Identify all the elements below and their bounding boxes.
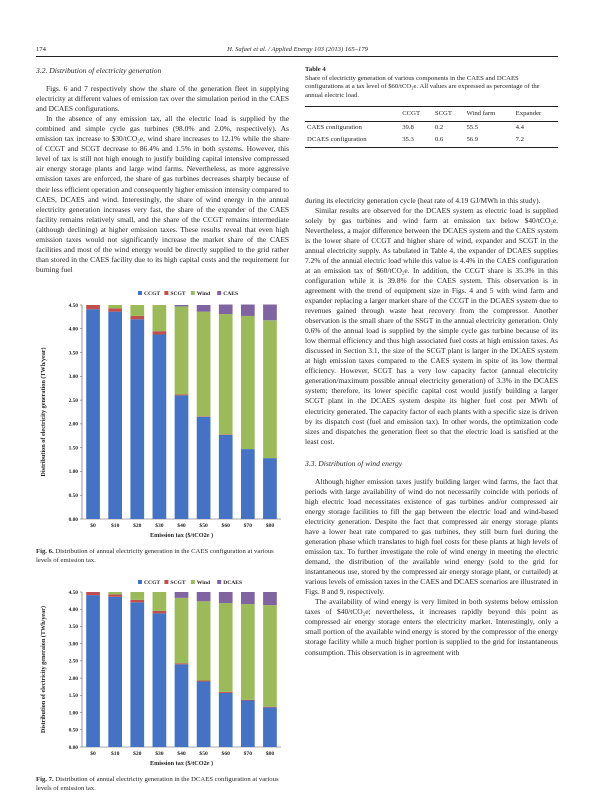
bar-segment [241, 449, 255, 519]
x-axis-label: Emission tax ($/tCO2e ) [149, 760, 214, 768]
bar-segment [153, 305, 167, 331]
y-axis-label: Distribution of electricity generation (TWh/year) [40, 347, 47, 477]
x-tick-label: $50 [199, 751, 208, 758]
bar-segment [175, 598, 189, 663]
legend-label: Wind [196, 290, 211, 297]
bar-segment [153, 334, 167, 519]
y-tick-label: 0.50 [68, 727, 78, 734]
legend-swatch [191, 580, 195, 584]
bar-segment [197, 681, 211, 682]
table-cell: 39.8 [402, 124, 414, 132]
bar-segment [197, 601, 211, 680]
y-tick-label: 1.00 [68, 710, 78, 717]
legend-swatch [164, 291, 168, 295]
table-header-cell: Wind farm [466, 110, 496, 118]
bar-segment [130, 592, 144, 600]
table-row [305, 134, 558, 147]
bar-segment [241, 304, 255, 315]
bar-segment [219, 314, 233, 434]
table-row [305, 122, 558, 135]
bar-segment [108, 595, 122, 597]
y-tick-label: 2.50 [68, 397, 78, 404]
y-tick-label: 3.00 [68, 374, 78, 381]
y-tick-label: 2.50 [68, 658, 78, 665]
paragraph: In the absence of any emission tax, all the electric load is supplied by the combined and simple cycle gas turbines (98.0% and 2.0%, respectively). As emission tax increase to $30/tCO₂e, wind share increases to 12.1% while the share of CCGT and SCGT decrease to 86.4% and 1.5% in both systems. However, this level of tax is still not high enough to justify building capital intensive compressed air energy storage plants and large wind farms. Nevertheless, as more aggressive emission taxes are enforced, the share of gas turbines decreases sharply because of their less efficient operation and consequently higher emission intensity compared to CAES, DCAES and wind. Interestingly, the share of wind energy in the annual electricity generation increases very fast, the share of the expander of the CAES facility remains relatively small, and the share of the CCGT remains intermediate (although declining) at higher emission taxes. These results reveal that even high emission taxes would not significantly increase the market share of the CAES facilities and most of the wind energy would be directly supplied to the grid rather than stored in the CAES facility due to its high capital costs and the requirement for burning fuel [36, 114, 289, 274]
fig7-chart [36, 575, 289, 773]
bar-segment [263, 458, 277, 519]
running-header: H. Safaei et al. / Applied Energy 103 (2013) 165–179 [227, 46, 368, 53]
table-header-cell: CCGT [402, 110, 421, 118]
y-tick-label: 0.00 [68, 744, 78, 751]
table-cell: DCAES configuration [307, 136, 367, 144]
x-tick-label: $10 [110, 751, 120, 758]
bar-segment [219, 603, 233, 692]
x-tick-label: $30 [155, 522, 164, 529]
bar-segment [263, 320, 277, 458]
header-rule [36, 56, 558, 57]
bar-segment [263, 605, 277, 707]
page-number: 174 [36, 46, 46, 53]
bar-segment [108, 305, 122, 308]
bar-segment [241, 604, 255, 700]
bar-segment [175, 592, 189, 598]
table-cell: 4.4 [515, 124, 524, 132]
right-column [305, 66, 558, 658]
bar-segment [153, 331, 167, 334]
fig6-caption-label: Fig. 6. [36, 547, 54, 555]
bar-segment [219, 435, 233, 519]
table-cell: 7.2 [515, 136, 524, 144]
x-tick-label: $50 [199, 522, 208, 529]
bar-segment [219, 304, 233, 314]
bar-segment [108, 592, 122, 594]
bar-segment [130, 600, 144, 602]
bar-segment [130, 305, 144, 316]
bar-segment [197, 417, 211, 519]
x-tick-label: $60 [221, 751, 230, 758]
bar-segment [86, 309, 100, 519]
bar-segment [175, 395, 189, 519]
bar-segment [153, 614, 167, 748]
bar-segment [241, 316, 255, 449]
y-tick-label: 3.50 [68, 624, 78, 631]
table-header-cell [305, 107, 400, 122]
y-tick-label: 4.50 [68, 302, 78, 309]
bar-segment [219, 592, 233, 603]
table-header-cell: Expander [515, 110, 542, 118]
bar-segment [108, 597, 122, 747]
bar-segment [86, 592, 100, 595]
figure-6 [36, 283, 289, 565]
x-tick-label: $70 [243, 522, 253, 529]
x-tick-label: $30 [155, 751, 164, 758]
x-tick-label: $80 [265, 522, 275, 529]
paragraph: Figs. 6 and 7 respectively show the share of the generation fleet in supplying electricity at different values of emission tax over the simulation period in the CAES and DCAES configurations. [36, 84, 289, 114]
legend-swatch [164, 580, 168, 584]
x-tick-label: $20 [133, 751, 142, 758]
legend-swatch [138, 291, 142, 295]
x-tick-label: $60 [221, 522, 230, 529]
figure-7 [36, 575, 289, 793]
bar-segment [197, 592, 211, 601]
bar-segment [241, 700, 255, 701]
y-tick-label: 4.50 [68, 589, 78, 596]
y-tick-label: 1.50 [68, 693, 78, 700]
y-tick-label: 4.00 [68, 326, 78, 333]
legend-label: SCGT [170, 580, 186, 587]
y-tick-label: 3.00 [68, 641, 78, 648]
y-tick-label: 0.50 [68, 492, 78, 499]
legend-swatch [217, 580, 221, 584]
bar-segment [219, 692, 233, 693]
bar-segment [86, 305, 100, 309]
y-tick-label: 1.50 [68, 445, 78, 452]
x-tick-label: $70 [243, 751, 253, 758]
table-cell: 56.9 [466, 136, 479, 144]
table-cell: 35.3 [402, 136, 414, 144]
paragraph: during its electricity generation cycle (heat rate of 4.19 GJ/MWh in this study). [305, 195, 541, 205]
fig6-caption-text: Distribution of annual electricity generation in the CAES configuration at various levels of emission tax. [36, 547, 274, 564]
bar-segment [197, 305, 211, 312]
bar-segment [175, 306, 189, 394]
section-title-3-2: 3.2. Distribution of electricity generation [36, 66, 162, 75]
x-tick-label: $10 [110, 522, 120, 529]
bar-segment [175, 394, 189, 395]
left-column [36, 66, 289, 793]
bar-segment [108, 312, 122, 519]
paragraph: Although higher emission taxes justify building larger wind farms, the fact that periods with large availability of wind do not necessarily coincide with periods of high electric load necessitates existence of gas turbines and/or compressed air energy storage facilities to fill the gap between the electric load and wind-based electricity generation. Despite the fact that compressed air energy storage plants have a lower heat rate compared to gas turbines, they still burn fuel during the generation phase which translates to high fuel costs for these plants at high levels of emission tax. To further investigate the role of wind energy in meeting the electric demand, the distribution of the available wind energy (sold to the grid for instantaneous use, stored by the compressed air energy storage plant, or curtailed) at various levels of emission taxes in the CAES and DCAES scenarios are illustrated in Figs. 8 and 9, respectively. [305, 476, 558, 597]
table-4 [305, 106, 558, 147]
table-header-row [305, 107, 558, 122]
bar-segment [130, 316, 144, 319]
y-tick-label: 1.00 [68, 469, 78, 476]
legend-swatch [217, 291, 221, 295]
x-tick-label: $40 [177, 751, 186, 758]
table-cell: 0.6 [434, 136, 444, 144]
bar-segment [153, 611, 167, 613]
legend-label: CCGT [144, 580, 161, 587]
x-tick-label: $0 [90, 751, 96, 758]
table-header-cell: SCGT [434, 110, 452, 118]
y-tick-label: 2.00 [68, 421, 78, 428]
legend-label: SCGT [170, 290, 186, 297]
table-caption: Share of electricity generation of various components in the CAES and DCAES configurations at a tax level of $60/tCO₂e. All values are expressed as percentage of the annual electric load. [305, 74, 540, 99]
bar-segment [86, 595, 100, 747]
table-cell: 55.5 [466, 124, 479, 132]
y-tick-label: 3.50 [68, 350, 78, 357]
x-tick-label: $80 [265, 751, 275, 758]
legend-label: CAES [223, 290, 239, 297]
legend-swatch [138, 580, 142, 584]
bar-segment [241, 701, 255, 748]
legend-swatch [191, 291, 195, 295]
fig7-caption-label: Fig. 7. [36, 776, 54, 784]
bar-segment [175, 663, 189, 664]
bar-segment [263, 592, 277, 605]
y-tick-label: 4.00 [68, 607, 78, 614]
fig6-caption [36, 548, 289, 565]
x-axis-label: Emission tax ($/tCO2e ) [149, 531, 214, 539]
bar-segment [241, 592, 255, 604]
fig7-caption-text: Distribution of annual electricity generation in the DCAES configuration at various levels of emission tax. [36, 776, 279, 792]
x-tick-label: $40 [177, 522, 186, 529]
legend-label: Wind [196, 580, 211, 587]
paragraph: The availability of wind energy is very limited in both systems below emission taxes of $40/tCO₂e; nevertheless, it increases rapidly beyond this point as compressed air energy storage enters the electricity market. Interestingly, only a small portion of the available wind energy is stored by the compressor of the energy storage facility while a much higher portion is supplied to the grid for instantaneous consumption. This observation is in agreement with [305, 597, 558, 657]
fig6-chart [36, 283, 289, 545]
x-tick-label: $0 [90, 522, 96, 529]
fig7-caption [36, 776, 289, 793]
section-title-3-3: 3.3. Distribution of wind energy [305, 458, 403, 468]
legend-label: CCGT [144, 290, 161, 297]
bar-segment [263, 707, 277, 708]
table-cell: CAES configuration [307, 124, 362, 132]
y-tick-label: 2.00 [68, 676, 78, 683]
y-tick-label: 0.00 [68, 516, 78, 523]
bar-segment [175, 665, 189, 748]
legend-label: DCAES [223, 580, 243, 587]
bar-segment [130, 319, 144, 519]
bar-segment [263, 708, 277, 748]
y-axis-label: Distribution of electricity generaion (TWh/year) [40, 606, 47, 734]
bar-segment [197, 312, 211, 417]
bar-segment [197, 682, 211, 747]
table-cell: 0.2 [434, 124, 444, 132]
bar-segment [108, 308, 122, 311]
bar-segment [219, 693, 233, 747]
table-title: Table 4 [305, 66, 326, 73]
bar-segment [153, 592, 167, 611]
bar-segment [263, 304, 277, 320]
x-tick-label: $20 [133, 522, 142, 529]
bar-segment [130, 603, 144, 748]
paragraph: Similar results are observed for the DCAES system as electric load is supplied solely by gas turbines and wind farm at emission tax below $40/tCO₂e. Nevertheless, a major difference between the DCAES system and the CAES system is the lower share of CCGT and higher share of wind, expander and SCGT in the annual electricity supply. As tabulated in Table 4, the expander of DCAES supplies 7.2% of the annual electric load while this value is 4.4% in the CAES configuration at an emission tax of $60/tCO₂e. In addition, the CCGT share is 35.3% in this configuration while it is 39.8% for the CAES system. This observation is in agreement with the trend of equipment size in Figs. 4 and 5 with wind farm and expander replacing a larger market share of the CCGT in the DCAES system due to revenues gained through waste heat recovery from the compressor. Another observation is the small share of the SSGT in the annual electricity generation. Only 0.6% of the annual load is supplied by the simple cycle gas turbine because of its low thermal efficiency and thus high associated fuel costs at high emission taxes. As discussed in Section 3.1, the size of the SCGT plant is larger in the DCAES system at high emission taxes compared to the CAES system in spite of its low thermal efficiency. However, SCGT has a very low capacity factor (annual electricity generation/maximum possible annual electricity generation) of 3.3% in the DCAES system; therefore, its lower specific capital cost would justify building a larger SCGT plant in the DCAES system despite its higher fuel cost per MWh of electricity generated. The capacity factor of each plants with a specific size is driven by its dispatch cost (fuel and emission tax). In other words, the optimization code sizes and dispatches the generation fleet so that the electric load is satisfied at the least cost. [305, 205, 558, 446]
bar-segment [175, 305, 189, 306]
